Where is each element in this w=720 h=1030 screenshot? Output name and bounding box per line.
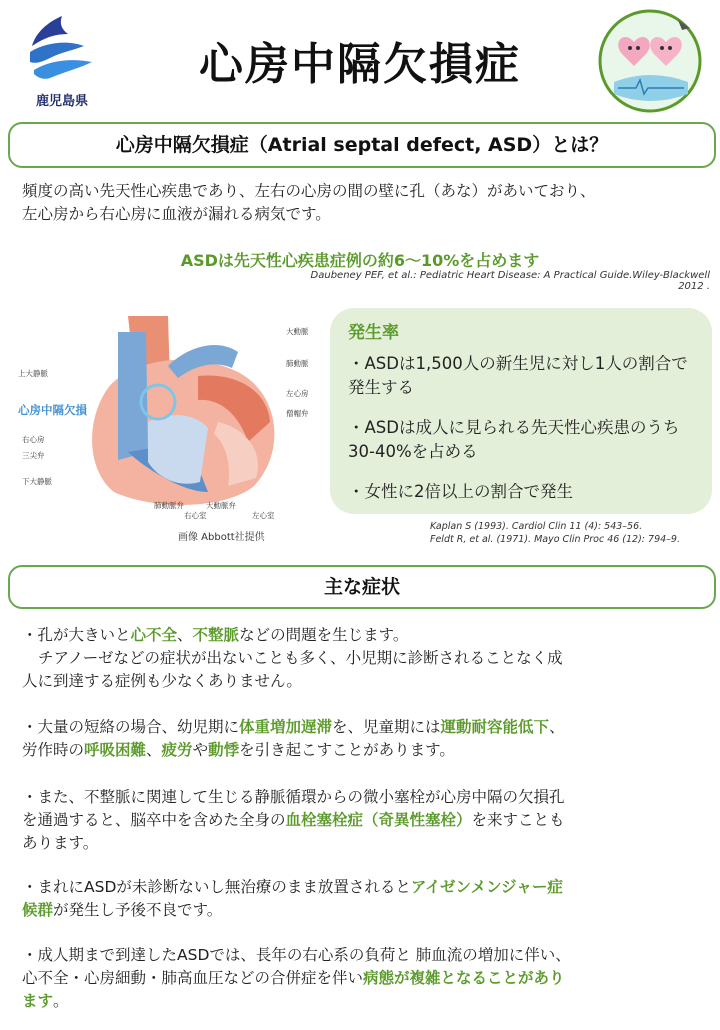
diagram-label-right-atrium: 右心房 — [22, 435, 45, 444]
diagram-label-aorta: 大動脈 — [286, 327, 309, 336]
symptom-1-line-3: 人に到達する症例も少なくありません。 — [22, 672, 302, 690]
image-credit: 画像 Abbott社提供 — [178, 532, 265, 543]
symptom-2-line-2 — [22, 739, 702, 762]
diagram-label-tricuspid: 三尖弁 — [22, 451, 45, 460]
highlight-complex-condition: 病態が複雑となることがあり — [363, 969, 565, 987]
citation-kaplan: Kaplan S (1993). Cardiol Clin 11 (4): 543–56. — [430, 521, 643, 532]
intro-line-1: 頻度の高い先天性心疾患であり、左右の心房の間の壁に孔（あな）があいており、 — [22, 182, 596, 200]
symptom-3 — [22, 786, 702, 855]
prefecture-name: 鹿児島県 — [35, 94, 88, 109]
symptom-5-line-1: ・成人期まで到達したASDでは、長年の右心系の負荷と 肺血流の増加に伴い、 — [22, 946, 571, 964]
text-run: 。 — [53, 992, 69, 1010]
text-run: などの問題を生じます。 — [239, 626, 409, 644]
incidence-citations — [430, 520, 710, 546]
text-run: ・大量の短絡の場合、幼児期に — [22, 718, 240, 736]
section-heading-about: 心房中隔欠損症（Atrial septal defect, ASD）とは？ — [8, 122, 716, 168]
incidence-item-2: ・ASDは成人に見られる先天性心疾患のうち30-40%を占める — [348, 418, 680, 461]
incidence-title: 発生率 — [348, 323, 399, 343]
citation-daubeney: Daubeney PEF, et al.: Pediatric Heart Disease: A Practical Guide.Wiley-Blackwell 2012 . — [310, 270, 710, 292]
diagram-label-mitral: 僧帽弁 — [286, 409, 309, 418]
text-run: 、 — [549, 718, 565, 736]
symptom-5 — [22, 944, 702, 1013]
symptom-1 — [22, 624, 702, 693]
symptom-3-line-1: ・また、不整脈に関連して生じる静脈循環からの微小塞栓が心房中隔の欠損孔 — [22, 788, 565, 806]
heart-mascot-icon — [596, 8, 704, 114]
intro-paragraph — [22, 180, 702, 226]
highlight-exercise-intolerance: 運動耐容能低下 — [440, 718, 550, 736]
text-run: を引き起こすことがあります。 — [239, 741, 455, 759]
incidence-panel — [330, 308, 712, 514]
text-run: ・まれにASDが未診断ないし無治療のまま放置されると — [22, 878, 411, 896]
symptom-4-line-1 — [22, 876, 702, 899]
highlight-eisenmenger-cont: 候群 — [22, 901, 54, 919]
symptom-5-line-2 — [22, 967, 702, 990]
incidence-item-1: ・ASDは1,500人の新生児に対し1人の割合で発生する — [348, 354, 688, 397]
text-run: や — [192, 741, 209, 759]
highlight-arrhythmia: 不整脈 — [192, 626, 240, 644]
diagram-label-pulmonary-valve: 肺動脈弁 — [154, 501, 184, 510]
diagram-label-ivc: 下大静脈 — [22, 477, 52, 486]
symptom-3-line-2 — [22, 809, 702, 832]
heart-diagram — [18, 302, 330, 518]
highlight-growth-delay: 体重増加遅滞 — [239, 718, 333, 736]
symptom-3-line-3: あります。 — [22, 834, 99, 852]
highlight-palpitation: 動悸 — [208, 741, 240, 759]
text-run: を通過すると、脳卒中を含めた全身の — [22, 811, 286, 829]
symptom-4-line-2 — [22, 899, 702, 922]
diagram-label-right-ventricle: 右心室 — [184, 511, 207, 520]
text-run: 、 — [177, 626, 193, 644]
section-heading-symptoms: 主な症状 — [8, 565, 716, 609]
text-run: 心不全・心房細動・肺高血圧などの合併症を伴い — [22, 969, 364, 987]
symptom-1-line-2: チアノーゼなどの症状が出ないことも多く、小児期に診断されることなく成 — [38, 649, 563, 667]
diagram-label-svc: 上大静脈 — [18, 369, 48, 378]
highlight-complex-condition-cont: ます — [22, 992, 54, 1010]
mascot-illustration — [596, 8, 704, 114]
diagram-label-left-ventricle: 左心室 — [252, 511, 275, 520]
page-title: 心房中隔欠損症 — [199, 39, 521, 90]
prefecture-logo — [22, 12, 102, 110]
highlight-heart-failure: 心不全 — [130, 626, 178, 644]
symptom-5-line-3 — [22, 990, 702, 1013]
text-run: 、 — [146, 741, 162, 759]
highlight-fatigue: 疲労 — [161, 741, 193, 759]
prevalence-stat: ASDは先天性心疾患症例の約6～10%を占めます — [180, 251, 540, 270]
highlight-thromboembolism: 血栓塞栓症（奇異性塞栓） — [285, 811, 472, 829]
text-run: 労作時の — [22, 741, 85, 759]
diagram-label-pulmonary-artery: 肺動脈 — [286, 359, 309, 368]
diagram-label-asd: 心房中隔欠損 — [18, 403, 87, 417]
text-run: を来すことも — [471, 811, 565, 829]
citation-feldt: Feldt R, et al. (1971). Mayo Clin Proc 46 (12): 794–9. — [430, 534, 680, 545]
diagram-label-left-atrium: 左心房 — [286, 389, 309, 398]
diagram-label-aortic-valve: 大動脈弁 — [206, 501, 236, 510]
text-run: を、児童期には — [332, 718, 441, 736]
symptom-4 — [22, 876, 702, 922]
highlight-eisenmenger: アイゼンメンジャー症 — [410, 878, 563, 896]
highlight-dyspnea: 呼吸困難 — [84, 741, 147, 759]
symptom-1-line-1 — [22, 624, 702, 647]
symptom-2-line-1 — [22, 716, 702, 739]
kagoshima-emblem-icon — [22, 12, 102, 88]
text-run: が発生し予後不良です。 — [53, 901, 223, 919]
intro-line-2: 左心房から右心房に血液が漏れる病気です。 — [22, 205, 331, 223]
symptom-2 — [22, 716, 702, 762]
text-run: ・孔が大きいと — [22, 626, 131, 644]
incidence-item-3: ・女性に2倍以上の割合で発生 — [348, 482, 573, 501]
